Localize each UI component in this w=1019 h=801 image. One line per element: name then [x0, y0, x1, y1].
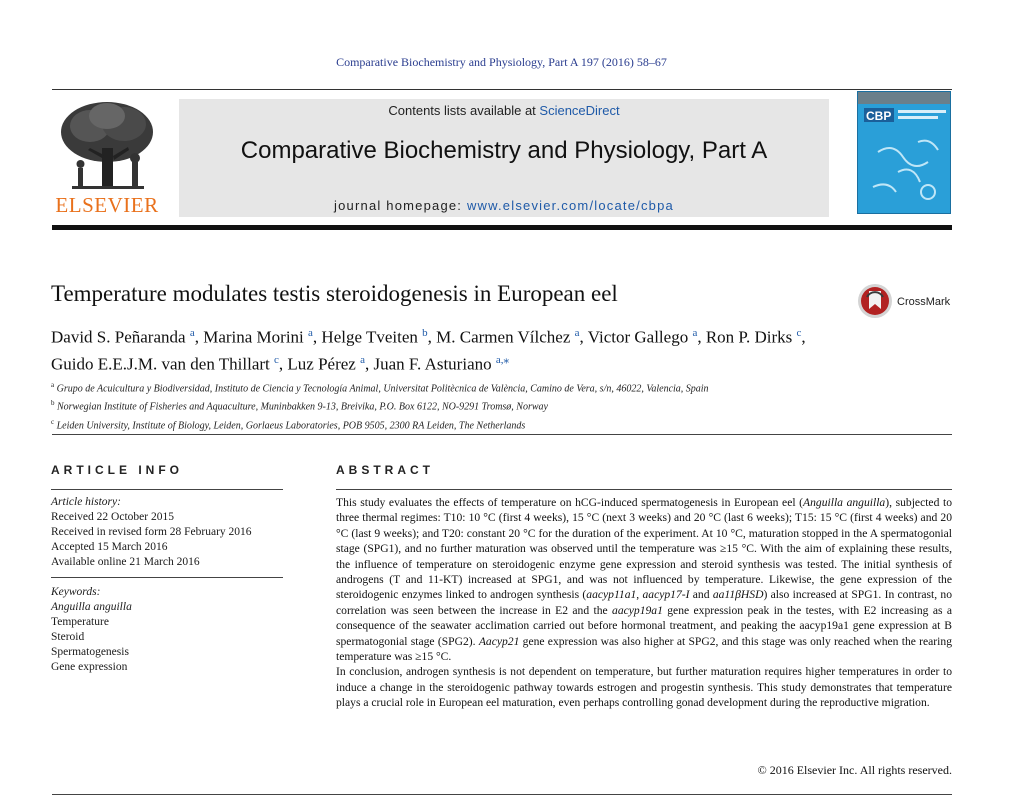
contents-line	[179, 103, 829, 118]
journal-cover-thumbnail[interactable]	[857, 91, 951, 214]
author-affiliation-mark[interactable]: a	[189, 327, 195, 339]
gene-name: Aacyp21	[478, 634, 520, 648]
author-name[interactable]: Juan F. Asturiano	[373, 354, 492, 374]
affiliation-text: Norwegian Institute of Fisheries and Aquaculture, Muninbakken 9-13, Breivika, P.O. Box 6122, NO-9291 Tromsø, Norway	[57, 401, 548, 413]
article-history	[51, 495, 291, 570]
article-title: Temperature modulates testis steroidogenesis in European eel	[51, 281, 618, 306]
journal-cover-icon	[858, 92, 951, 214]
affiliation-mark: a	[51, 381, 55, 389]
authors-line-2: Guido E.E.J.M. van den Thillart $^c$, Luz Pérez $^a$, Juan F. Asturiano $^{a,⁎}$	[51, 353, 510, 374]
history-item: Received in revised form 28 February 2016	[51, 526, 252, 538]
history-item: Available online 21 March 2016	[51, 556, 200, 568]
abstract-text: gene expression peak in the testes, with E2 increasing as a consequence of the seawater acclimation carried out before hormonal treatment, and peaking the aacyp19a1 gene expression at B spermatogonial stage (SPG2).	[336, 603, 952, 648]
author-affiliation-mark[interactable]: a,⁎	[495, 353, 510, 366]
author-affiliation-mark[interactable]: c	[274, 353, 279, 366]
author-name[interactable]: Marina Morini	[203, 327, 304, 347]
contents-prefix: Contents lists available at	[388, 103, 540, 118]
header-divider	[52, 89, 952, 90]
abstract-text: and	[689, 588, 713, 602]
affiliations	[51, 378, 956, 433]
species-name: Anguilla anguilla	[803, 496, 886, 509]
abstract-text: gene expression was also higher at SPG2, and this stage was only reached when the rearing temperature was ≥15 °C.	[336, 634, 952, 664]
keyword-item: Temperature	[51, 616, 109, 628]
author-affiliation-mark[interactable]: b	[422, 327, 428, 339]
affiliation-item	[51, 415, 956, 433]
affiliation-mark: c	[51, 417, 55, 426]
abstract-text: This study evaluates the effects of temperature on hCG-induced spermatogenesis in European eel (	[336, 496, 804, 509]
bottom-divider	[52, 794, 952, 795]
author-affiliation-mark[interactable]: a	[360, 353, 365, 366]
keywords-divider	[51, 577, 283, 578]
keyword-item: Spermatogenesis	[51, 646, 129, 658]
gene-name: aacyp19a1	[612, 603, 663, 617]
keyword-item: Steroid	[51, 631, 85, 643]
author-name[interactable]: Helge Tveiten	[321, 327, 418, 347]
crossmark-label: CrossMark	[897, 296, 951, 308]
article-info-heading: ARTICLE INFO	[51, 463, 183, 477]
crossmark-icon	[857, 283, 893, 319]
homepage-link[interactable]: www.elsevier.com/locate/cbpa	[466, 198, 674, 213]
author-name[interactable]: M. Carmen Vílchez	[436, 327, 571, 347]
homepage-prefix: journal homepage:	[334, 198, 467, 213]
author-name[interactable]: Guido E.E.J.M. van den Thillart	[51, 354, 270, 374]
author-affiliation-mark[interactable]: c	[796, 327, 802, 339]
history-item: Accepted 15 March 2016	[51, 541, 168, 553]
keyword-item: Anguilla anguilla	[51, 601, 132, 613]
abstract-heading: ABSTRACT	[336, 463, 434, 477]
gene-name: aacyp17-I	[642, 588, 690, 602]
article-info-divider	[51, 489, 283, 490]
elsevier-logo-text: ELSEVIER	[55, 193, 159, 217]
author-name[interactable]: Victor Gallego	[587, 327, 689, 347]
author-affiliation-mark[interactable]: a	[692, 327, 698, 339]
affiliation-text: Grupo de Acuicultura y Biodiversidad, Instituto de Ciencia y Tecnología Animal, Universitat Politècnica de València, Camino de Vera, s/n, 46022, Valencia, Spain	[56, 383, 709, 395]
author-name[interactable]: David S. Peñaranda	[51, 327, 186, 347]
abstract-divider	[336, 489, 952, 490]
cover-label: CBP	[866, 109, 892, 123]
authors-line-1: David S. Peñaranda $^a$, Marina Morini $^a$, Helge Tveiten $^b$, M. Carmen Vílchez $^a$, Victor Gallego $^a$, Ron P. Dirks $^c$,	[51, 327, 806, 347]
crossmark-badge[interactable]	[857, 283, 957, 319]
journal-banner	[179, 99, 829, 217]
journal-homepage	[179, 198, 829, 213]
keywords	[51, 585, 291, 675]
elsevier-tree-icon	[52, 98, 162, 194]
affiliation-item	[51, 378, 956, 396]
author-name[interactable]: Luz Pérez	[287, 354, 356, 374]
keywords-label: Keywords:	[51, 586, 101, 598]
section-divider	[52, 434, 952, 435]
header-thick-divider	[52, 225, 952, 230]
affiliation-item	[51, 396, 956, 414]
sciencedirect-link[interactable]: ScienceDirect	[539, 103, 620, 118]
keyword-item: Gene expression	[51, 661, 128, 673]
abstract-text: ) also increased at SPG1. In contrast, no correlation was seen between the increase in E2 and the	[336, 588, 953, 617]
abstract-text: ), subjected to three thermal regimes: T10: 10 °C (first 4 weeks), 15 °C (next 3 weeks) and 20 °C (last 6 weeks); T15: 15 °C (first 4 weeks) and 20 °C (last 9 weeks); and T20: constant 20 °C for the duration of the experiment. At 10 °C, maturation stopped in the A spermatogonial stage (SPG1), and no further maturation was observed until the temperature was ≥15 °C. With the aim of explaining these results, the influence of temperature on steroidogenic enzyme gene expression and steroid synthesis was tested. The initial synthesis of androgens (T and 11-KT) increased at SPG1, and was not influenced by temperature. Likewise, the gene expression of the steroidogenic enzymes linked to androgen synthesis (	[336, 496, 952, 602]
journal-title: Comparative Biochemistry and Physiology, Part A	[240, 137, 768, 164]
abstract-paragraph: In conclusion, androgen synthesis is not dependent on temperature, but further maturation requires higher temperatures in order to induce a change in the steroidogenic pathway towards estrogen and progestin synthesis. This study demonstrates that temperature plays a crucial role in European eel maturation, even perhaps controlling gonad development during the reproductive migration.	[336, 665, 952, 710]
abstract-body	[336, 495, 952, 711]
author-affiliation-mark[interactable]: a	[574, 327, 580, 339]
affiliation-text: Leiden University, Institute of Biology, Leiden, Gorlaeus Laboratories, POB 9505, 2300 RA Leiden, The Netherlands	[56, 419, 526, 431]
elsevier-logo[interactable]	[52, 98, 162, 218]
abstract-text: ,	[636, 588, 643, 602]
gene-name: aa11βHSD	[712, 588, 764, 602]
author-affiliation-mark[interactable]: a	[308, 327, 313, 339]
author-list	[51, 322, 956, 375]
history-label: Article history:	[51, 496, 121, 508]
gene-name: aacyp11a1	[586, 588, 637, 602]
history-item: Received 22 October 2015	[51, 511, 174, 523]
affiliation-mark: b	[51, 399, 55, 408]
abstract-paragraph	[336, 495, 952, 664]
author-name[interactable]: Ron P. Dirks	[705, 327, 793, 347]
copyright-notice: © 2016 Elsevier Inc. All rights reserved.	[757, 763, 952, 777]
journal-citation[interactable]: Comparative Biochemistry and Physiology, Part A 197 (2016) 58–67	[336, 55, 667, 69]
